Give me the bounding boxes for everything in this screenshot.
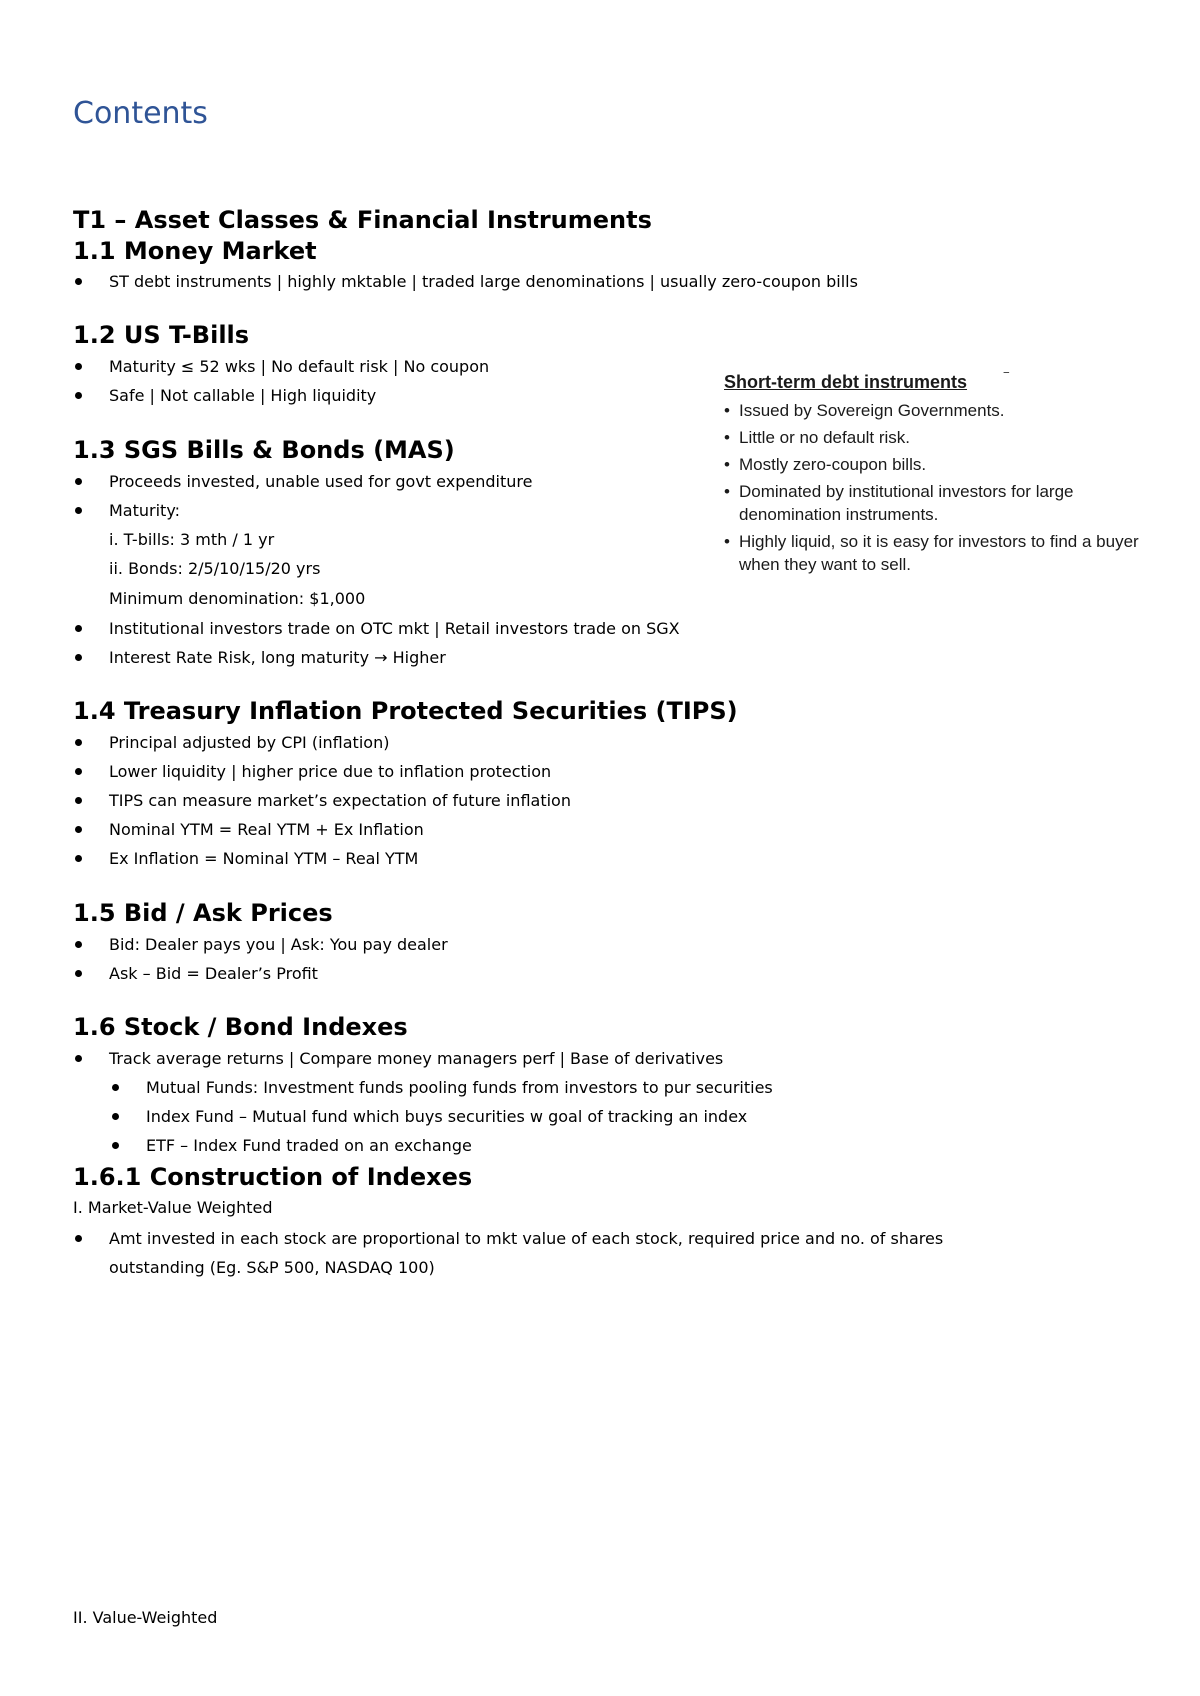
list-item: Institutional investors trade on OTC mkt | Retail investors trade on SGX xyxy=(109,619,680,638)
sub-list-item: ETF – Index Fund traded on an exchange xyxy=(146,1136,472,1155)
list-item: Proceeds invested, unable used for govt expenditure xyxy=(109,472,533,491)
list-item-continuation: outstanding (Eg. S&P 500, NASDAQ 100) xyxy=(109,1258,435,1277)
list-item: Bid: Dealer pays you | Ask: You pay dealer xyxy=(109,935,448,954)
maturity-line-ii: ii. Bonds: 2/5/10/15/20 yrs xyxy=(109,559,321,578)
list-item: Principal adjusted by CPI (inflation) xyxy=(109,733,390,752)
list-item: Interest Rate Risk, long maturity → Higher xyxy=(109,648,446,667)
list-item: Maturity: xyxy=(109,501,181,520)
list-item: Ex Inflation = Nominal YTM – Real YTM xyxy=(109,849,419,868)
topic-heading: T1 – Asset Classes & Financial Instruments xyxy=(73,206,652,234)
sidebar-item: • Highly liquid, so it is easy for investors to find a buyer when they want to sell. xyxy=(724,530,1144,576)
section-1-2-heading: 1.2 US T-Bills xyxy=(73,321,250,349)
list-item: ST debt instruments | highly mktable | traded large denominations | usually zero-coupon bills xyxy=(109,272,858,291)
list-item: Lower liquidity | higher price due to inflation protection xyxy=(109,762,552,781)
minimum-denomination: Minimum denomination: $1,000 xyxy=(109,589,366,608)
list-item: Safe | Not callable | High liquidity xyxy=(109,386,377,405)
sidebar-item: • Little or no default risk. xyxy=(724,426,1144,449)
sidebar-item: • Issued by Sovereign Governments. xyxy=(724,399,1144,422)
index-label-ii: II. Value-Weighted xyxy=(73,1608,218,1627)
sub-list-item: Mutual Funds: Investment funds pooling funds from investors to pur securities xyxy=(146,1078,773,1097)
index-label-i: I. Market-Value Weighted xyxy=(73,1198,273,1217)
section-1-5-heading: 1.5 Bid / Ask Prices xyxy=(73,899,333,927)
list-item: Maturity ≤ 52 wks | No default risk | No coupon xyxy=(109,357,490,376)
sidebar-dash: ‾ xyxy=(1004,370,1009,386)
section-1-6-1-heading: 1.6.1 Construction of Indexes xyxy=(73,1163,473,1191)
section-1-6-heading: 1.6 Stock / Bond Indexes xyxy=(73,1013,408,1041)
sidebar-item: • Mostly zero-coupon bills. xyxy=(724,453,1144,476)
list-item: Nominal YTM = Real YTM + Ex Inflation xyxy=(109,820,424,839)
section-1-1-heading: 1.1 Money Market xyxy=(73,237,317,265)
section-1-4-heading: 1.4 Treasury Inflation Protected Securities (TIPS) xyxy=(73,697,738,725)
list-item: Amt invested in each stock are proportional to mkt value of each stock, required price and no. of shares xyxy=(109,1229,944,1248)
short-term-debt-sidebar xyxy=(724,372,1144,580)
list-item: Ask – Bid = Dealer’s Profit xyxy=(109,964,318,983)
section-1-3-heading: 1.3 SGS Bills & Bonds (MAS) xyxy=(73,436,455,464)
contents-title: Contents xyxy=(73,96,208,131)
list-item: Track average returns | Compare money managers perf | Base of derivatives xyxy=(109,1049,724,1068)
maturity-line-i: i. T-bills: 3 mth / 1 yr xyxy=(109,530,275,549)
sidebar-item: • Dominated by institutional investors for large denomination instruments. xyxy=(724,480,1144,526)
list-item: TIPS can measure market’s expectation of future inflation xyxy=(109,791,571,810)
sidebar-title: Short-term debt instruments xyxy=(724,372,968,392)
sub-list-item: Index Fund – Mutual fund which buys securities w goal of tracking an index xyxy=(146,1107,748,1126)
